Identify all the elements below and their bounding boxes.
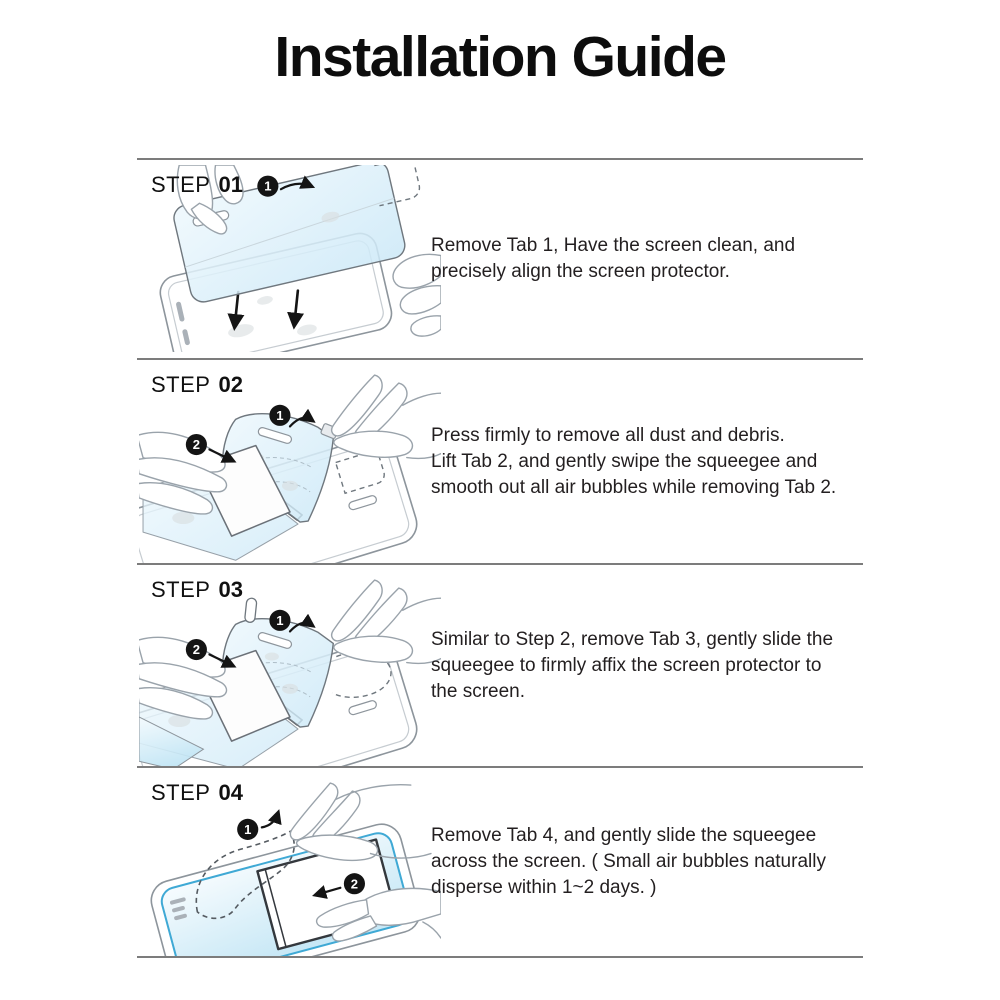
step-3-description [431, 627, 833, 705]
right-hand [332, 375, 441, 458]
badge-number: 2 [192, 437, 201, 453]
badge-number: 1 [276, 612, 284, 628]
step-number: 01 [218, 172, 243, 197]
description-line: Press firmly to remove all dust and debris. [431, 424, 785, 446]
step-label: STEP [151, 780, 211, 805]
step-2-header [151, 372, 243, 398]
description-line: Lift Tab 2, and gently swipe the squeegee and [431, 450, 818, 472]
step-4-badge-1 [237, 813, 278, 840]
step-1-header [151, 172, 243, 198]
step-label: STEP [151, 577, 211, 602]
badge-number: 2 [192, 642, 201, 658]
peel-arrow [262, 813, 278, 827]
page-title: Installation Guide [274, 25, 726, 89]
step-1-section [137, 158, 863, 358]
description-line: the screen. [431, 680, 525, 702]
step-number: 04 [218, 780, 243, 805]
step-number: 02 [218, 372, 243, 397]
step-3-section [137, 563, 863, 766]
step-2-description [431, 423, 836, 501]
description-line: squeegee to firmly affix the screen protector to [431, 654, 822, 676]
step-4-header [151, 780, 243, 806]
badge-number: 1 [264, 178, 272, 194]
description-line: precisely align the screen protector. [431, 261, 730, 282]
badge-number: 2 [350, 876, 359, 892]
right-hand [332, 580, 441, 663]
description-line: across the screen. ( Small air bubbles naturally [431, 851, 826, 872]
description-line: Similar to Step 2, remove Tab 3, gently slide the [431, 628, 834, 650]
steps-band [137, 158, 863, 958]
description-line: smooth out all air bubbles while removing Tab 2. [431, 476, 837, 498]
step-number: 03 [218, 577, 243, 602]
step-4-description [431, 823, 826, 901]
tab-3-nub [244, 598, 257, 623]
step-2-section [137, 358, 863, 563]
phone [147, 820, 425, 958]
step-label: STEP [151, 372, 211, 397]
description-line: Remove Tab 4, and gently slide the squeegee [431, 825, 817, 846]
badge-number: 1 [244, 821, 252, 837]
badge-number: 1 [276, 407, 284, 423]
step-label: STEP [151, 172, 211, 197]
step-4-section [137, 766, 863, 958]
upper-hand [290, 783, 431, 860]
step-1-description [431, 233, 795, 285]
step-3-header [151, 577, 243, 603]
description-line: Remove Tab 1, Have the screen clean, and [431, 235, 796, 256]
description-line: disperse within 1~2 days. ) [431, 877, 657, 898]
